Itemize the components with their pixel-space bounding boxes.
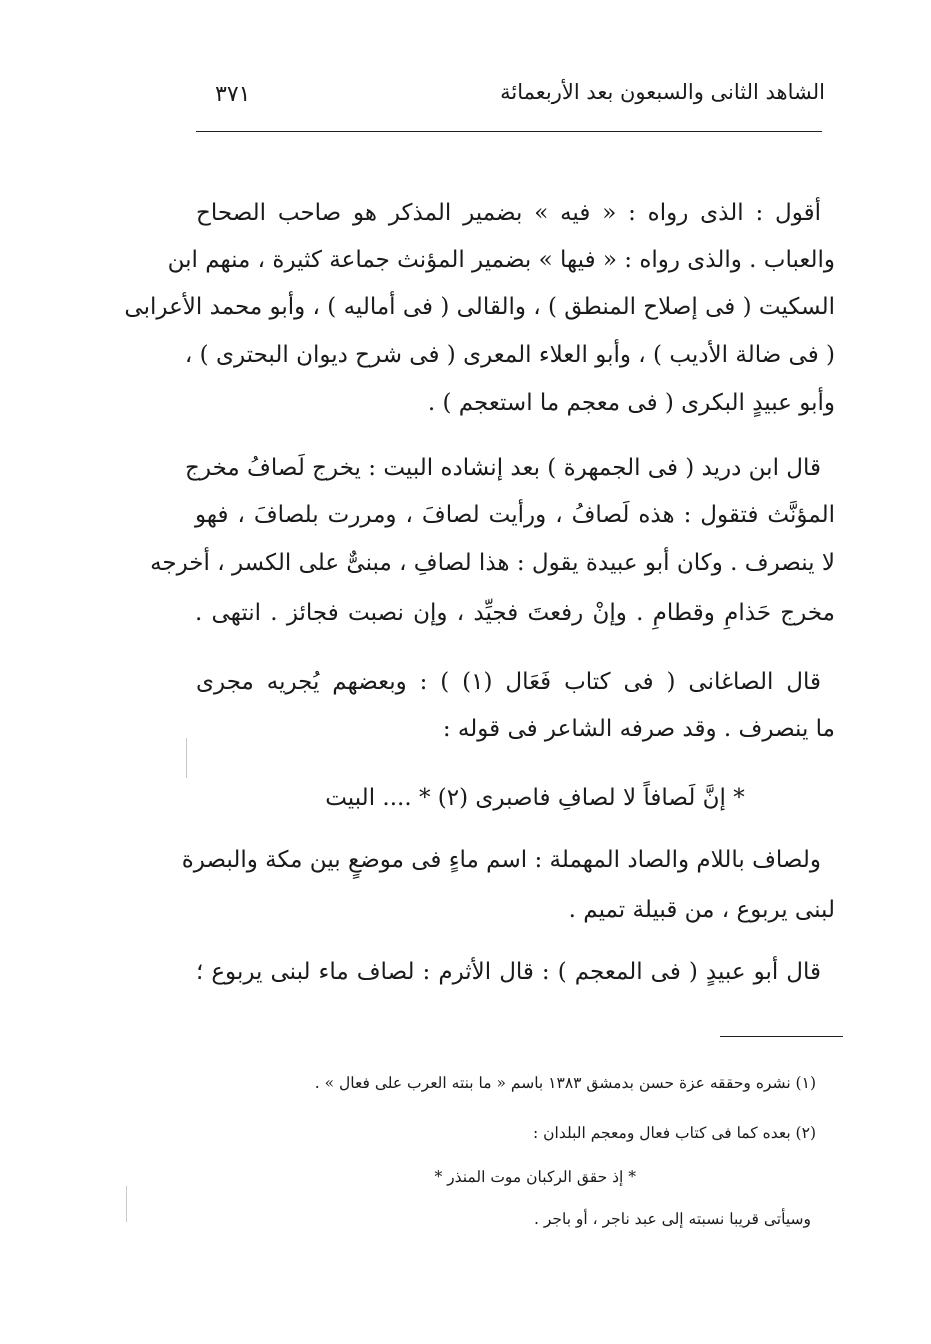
paragraph-line: قال ابن دريد ( فى الجمهرة ) بعد إنشاده البيت : يخرج لَصافُ مخرج bbox=[185, 455, 821, 481]
margin-mark bbox=[126, 1186, 127, 1222]
poetry-verse: * إنَّ لَصافاً لا لصافِ فاصبرى (٢) * .... البيت bbox=[325, 785, 745, 811]
margin-mark bbox=[186, 738, 187, 778]
paragraph-line: المؤنَّث فتقول : هذه لَصافُ ، ورأيت لصافَ ، ومررت بلصافَ ، فهو bbox=[195, 502, 835, 528]
page-number: ٣٧١ bbox=[215, 82, 251, 107]
paragraph-line: ولصاف باللام والصاد المهملة : اسم ماءٍ فى موضعٍ بين مكة والبصرة bbox=[181, 847, 821, 873]
paragraph-line: قال الصاغانى ( فى كتاب فَعَال (١) ) : وبعضهم يُجريه مجرى bbox=[196, 669, 821, 695]
header-title: الشاهد الثانى والسبعون بعد الأربعمائة bbox=[500, 80, 825, 104]
paragraph-line: لا ينصرف . وكان أبو عبيدة يقول : هذا لصافِ ، مبنىٌّ على الكسر ، أخرجه bbox=[150, 550, 835, 576]
paragraph-line: أقول : الذى رواه : « فيه » بضمير المذكر هو صاحب الصحاح bbox=[196, 200, 821, 226]
footnote-verse: * إذ حقق الركبان موت المنذر * bbox=[434, 1168, 636, 1186]
paragraph-line: ما ينصرف . وقد صرفه الشاعر فى قوله : bbox=[442, 716, 835, 742]
running-header bbox=[195, 80, 825, 116]
paragraph-line: السكيت ( فى إصلاح المنطق ) ، والقالى ( فى أماليه ) ، وأبو محمد الأعرابى bbox=[124, 294, 835, 320]
paragraph-line: قال أبو عبيدٍ ( فى المعجم ) : قال الأثرم : لصاف ماء لبنى يربوع ؛ bbox=[196, 959, 821, 985]
paragraph-line: لبنى يربوع ، من قبيلة تميم . bbox=[568, 897, 835, 923]
paragraph-line: والعباب . والذى رواه : « فيها » بضمير المؤنث جماعة كثيرة ، منهم ابن bbox=[167, 247, 835, 273]
paragraph-line: مخرج حَذامِ وقطامِ . وإنْ رفعتَ فجيِّد ، وإن نصبت فجائز . انتهى . bbox=[195, 600, 835, 626]
paragraph-line: وأبو عبيدٍ البكرى ( فى معجم ما استعجم ) . bbox=[427, 390, 835, 416]
header-rule bbox=[196, 131, 822, 132]
footnote: (٢) بعده كما فى كتاب فعال ومعجم البلدان : bbox=[532, 1124, 816, 1142]
footnote: (١) نشره وحققه عزة حسن بدمشق ١٣٨٣ باسم « ما بنته العرب على فعال » . bbox=[314, 1074, 816, 1092]
footnote: وسيأتى قريبا نسبته إلى عبد ناجر ، أو باجر . bbox=[533, 1210, 811, 1228]
paragraph-line: ( فى ضالة الأديب ) ، وأبو العلاء المعرى ( فى شرح ديوان البحترى ) ، bbox=[184, 342, 835, 368]
footnote-separator bbox=[720, 1036, 843, 1037]
